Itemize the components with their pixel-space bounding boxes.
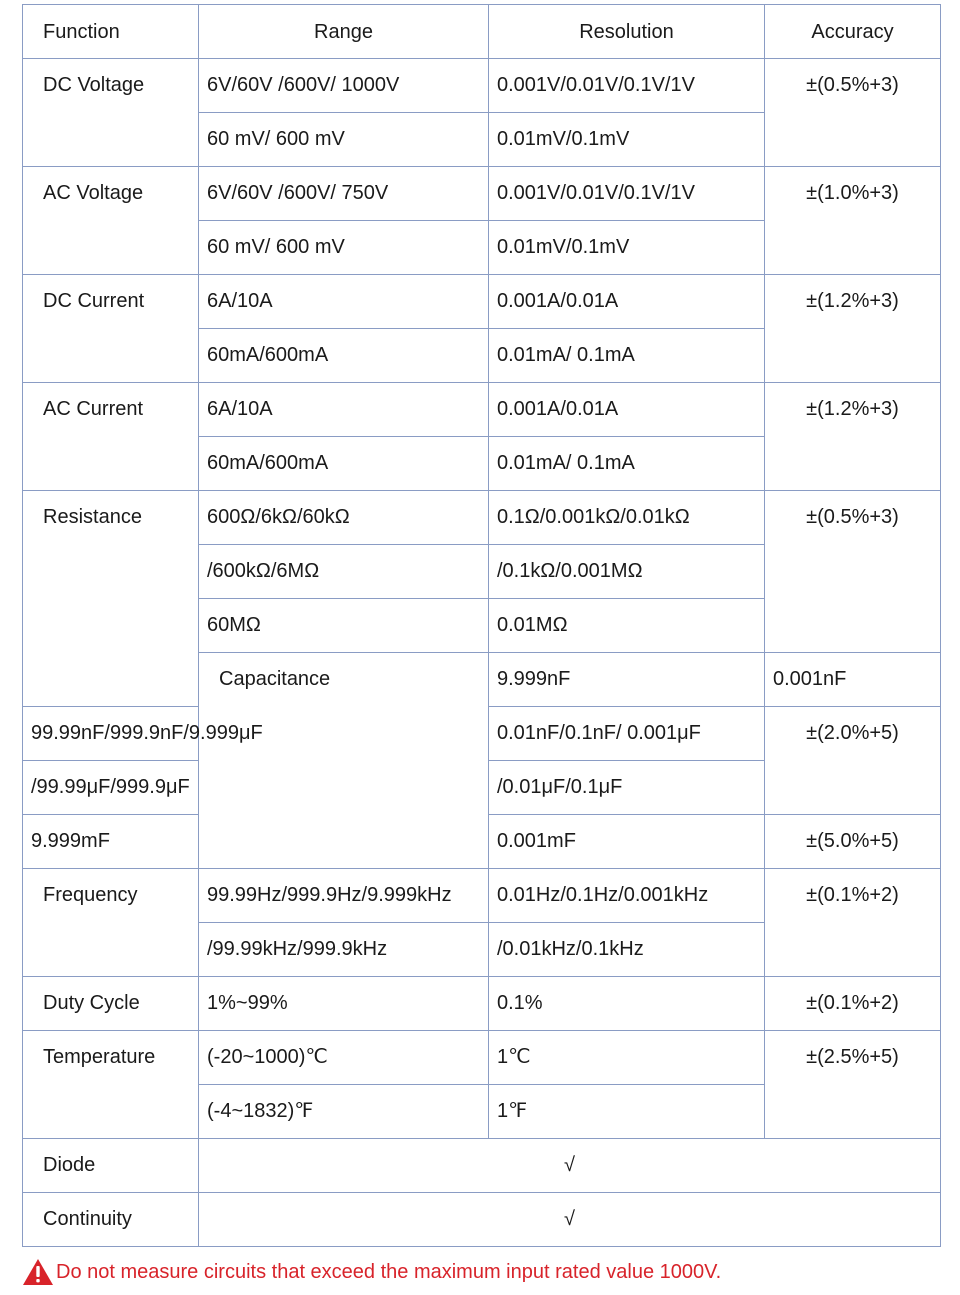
- range-cell: 6V/60V /600V/ 750V: [199, 167, 489, 221]
- table-row: [23, 1139, 941, 1193]
- range-cell-continued: /99.99kHz/999.9kHz: [199, 923, 489, 977]
- accuracy-cell: ±(1.2%+3): [765, 275, 941, 383]
- function-continuity: Continuity: [23, 1193, 199, 1247]
- function-frequency: Frequency: [23, 869, 199, 977]
- header-accuracy: Accuracy: [765, 5, 941, 59]
- function-dc-voltage: DC Voltage: [23, 59, 199, 167]
- range-cell: 60MΩ: [199, 599, 489, 653]
- resolution-cell: 0.01mV/0.1mV: [489, 113, 765, 167]
- warning-note: [22, 1258, 721, 1286]
- accuracy-cell: ±(2.0%+5): [765, 707, 941, 815]
- function-dc-current: DC Current: [23, 275, 199, 383]
- table-row: [23, 1031, 941, 1085]
- accuracy-cell: ±(1.0%+3): [765, 167, 941, 275]
- resolution-cell: 0.01mV/0.1mV: [489, 221, 765, 275]
- range-cell-continued: /600kΩ/6MΩ: [199, 545, 489, 599]
- resolution-cell: 1℉: [489, 1085, 765, 1139]
- function-ac-current: AC Current: [23, 383, 199, 491]
- supported-check: √: [199, 1193, 941, 1247]
- accuracy-cell: ±(0.5%+3): [765, 491, 941, 653]
- range-cell-continued: /99.99μF/999.9μF: [23, 761, 199, 815]
- range-cell: 6A/10A: [199, 275, 489, 329]
- resolution-cell: 0.001mF: [489, 815, 765, 869]
- resolution-cell: 0.001A/0.01A: [489, 275, 765, 329]
- resolution-cell: 0.001nF: [765, 653, 941, 707]
- range-cell: (-4~1832)℉: [199, 1085, 489, 1139]
- table-row: [23, 383, 941, 437]
- header-row: [23, 5, 941, 59]
- table-row: [23, 59, 941, 113]
- function-diode: Diode: [23, 1139, 199, 1193]
- resolution-cell: 0.01Hz/0.1Hz/0.001kHz: [489, 869, 765, 923]
- resolution-cell: 0.001V/0.01V/0.1V/1V: [489, 59, 765, 113]
- range-cell: 600Ω/6kΩ/60kΩ: [199, 491, 489, 545]
- range-cell: 9.999mF: [23, 815, 199, 869]
- range-cell: (-20~1000)℃: [199, 1031, 489, 1085]
- table-row: [23, 1193, 941, 1247]
- resolution-cell: 0.01mA/ 0.1mA: [489, 329, 765, 383]
- table-row: [23, 491, 941, 545]
- accuracy-cell: ±(1.2%+3): [765, 383, 941, 491]
- range-cell: 1%~99%: [199, 977, 489, 1031]
- range-cell: 9.999nF: [489, 653, 765, 707]
- accuracy-cell: ±(0.5%+3): [765, 59, 941, 167]
- function-temperature: Temperature: [23, 1031, 199, 1139]
- function-duty-cycle: Duty Cycle: [23, 977, 199, 1031]
- range-cell: 60 mV/ 600 mV: [199, 221, 489, 275]
- resolution-cell: 0.1Ω/0.001kΩ/0.01kΩ: [489, 491, 765, 545]
- resolution-cell: 1℃: [489, 1031, 765, 1085]
- warning-text: Do not measure circuits that exceed the maximum input rated value 1000V.: [56, 1260, 722, 1283]
- function-resistance: Resistance: [23, 491, 199, 707]
- resolution-cell-continued: /0.1kΩ/0.001MΩ: [489, 545, 765, 599]
- accuracy-cell: ±(5.0%+5): [765, 815, 941, 869]
- resolution-cell: 0.01nF/0.1nF/ 0.001μF: [489, 707, 765, 761]
- range-cell: 60mA/600mA: [199, 329, 489, 383]
- table-row: [23, 275, 941, 329]
- accuracy-cell: ±(2.5%+5): [765, 1031, 941, 1139]
- resolution-cell: 0.01mA/ 0.1mA: [489, 437, 765, 491]
- header-function: Function: [23, 5, 199, 59]
- range-cell: 60mA/600mA: [199, 437, 489, 491]
- function-capacitance: Capacitance: [199, 653, 489, 869]
- header-resolution: Resolution: [489, 5, 765, 59]
- range-cell: 60 mV/ 600 mV: [199, 113, 489, 167]
- resolution-cell: 0.001V/0.01V/0.1V/1V: [489, 167, 765, 221]
- resolution-cell: 0.1%: [489, 977, 765, 1031]
- range-cell: 6A/10A: [199, 383, 489, 437]
- resolution-cell: 0.01MΩ: [489, 599, 765, 653]
- accuracy-cell: ±(0.1%+2): [765, 977, 941, 1031]
- resolution-cell: 0.001A/0.01A: [489, 383, 765, 437]
- range-cell: 6V/60V /600V/ 1000V: [199, 59, 489, 113]
- header-range: Range: [199, 5, 489, 59]
- table-row: [23, 167, 941, 221]
- table-row: [23, 869, 941, 923]
- table-row: [23, 977, 941, 1031]
- resolution-cell-continued: /0.01kHz/0.1kHz: [489, 923, 765, 977]
- warning-triangle-icon: [22, 1258, 54, 1286]
- range-cell: 99.99nF/999.9nF/9.999μF: [23, 707, 199, 761]
- supported-check: √: [199, 1139, 941, 1193]
- range-cell: 99.99Hz/999.9Hz/9.999kHz: [199, 869, 489, 923]
- resolution-cell-continued: /0.01μF/0.1μF: [489, 761, 765, 815]
- spec-table: [22, 4, 941, 1247]
- function-ac-voltage: AC Voltage: [23, 167, 199, 275]
- accuracy-cell: ±(0.1%+2): [765, 869, 941, 977]
